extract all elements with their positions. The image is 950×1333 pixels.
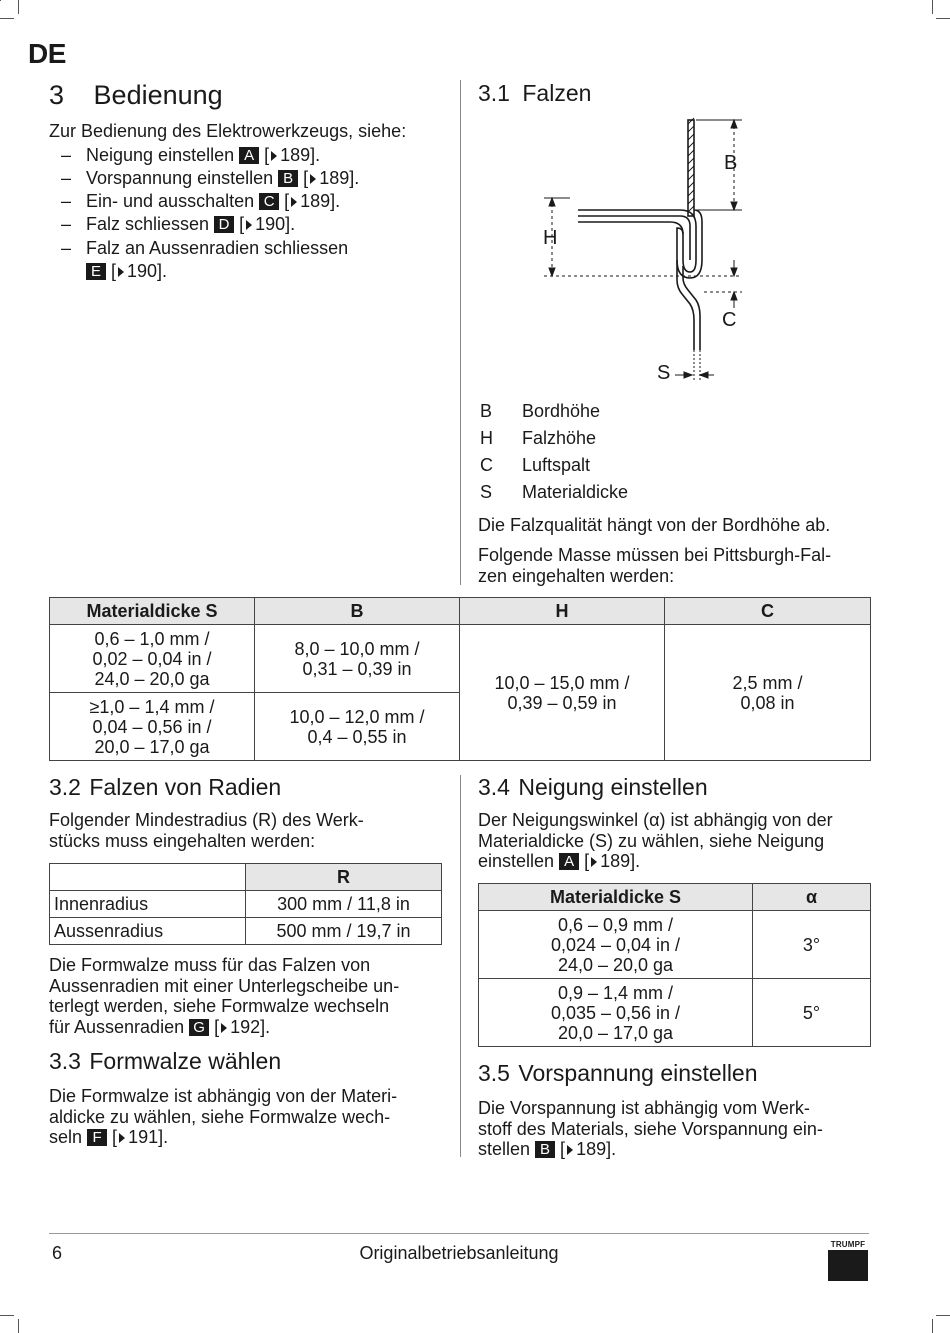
language-code: DE [28, 38, 66, 69]
table-cell: 500 mm / 19,7 in [246, 918, 442, 945]
paragraph: Folgende Masse müssen bei Pittsburgh-Fal- zen eingehalten werden: [478, 545, 832, 586]
section-3-3 [49, 1048, 449, 1148]
section-3-1 [478, 80, 878, 107]
arrow-right-icon [118, 267, 124, 277]
column-header [50, 864, 246, 891]
crop-mark [936, 1315, 950, 1316]
section-number: 3.1 [478, 80, 510, 106]
chapter-badge[interactable]: E [86, 263, 106, 280]
chapter-badge[interactable]: C [259, 193, 279, 210]
section-3 [49, 80, 449, 283]
arrow-right-icon [221, 1023, 227, 1033]
section-3-5 [478, 1060, 878, 1160]
section-title: Formwalze wählen [89, 1048, 282, 1074]
paragraph: Folgender Mindestradius (R) des Werk- stücks muss eingehalten werden: [49, 810, 364, 851]
legend-row: B Bordhöhe [480, 401, 601, 421]
chapter-badge[interactable]: A [559, 853, 579, 870]
column-header: R [246, 864, 442, 891]
paragraph: Die Formwalze ist abhängig von der Materi- aldicke zu wählen, siehe Formwalze wech- seln F [ 191]. [49, 1086, 398, 1147]
crop-mark [0, 1315, 14, 1316]
legend-row: S Materialdicke [480, 482, 629, 502]
brand-name: TRUMPF [830, 1240, 866, 1249]
section-number: 3 [49, 80, 65, 110]
table-cell: 300 mm / 11,8 in [246, 891, 442, 918]
section-number: 3.2 [49, 774, 81, 800]
page-ref[interactable]: 190]. [255, 214, 296, 235]
arrow-right-icon [271, 151, 277, 161]
arrow-right-icon [119, 1133, 125, 1143]
list-item: – Vorspannung einstellen B [ 189]. [49, 167, 449, 190]
page-ref[interactable]: 189]. [300, 191, 341, 212]
table-cell: 0,9 – 1,4 mm / 0,035 – 0,56 in / 20,0 – 17,0 ga [479, 979, 753, 1047]
table-cell: 0,6 – 1,0 mm / 0,02 – 0,04 in / 24,0 – 20,0 ga [50, 625, 255, 693]
arrow-right-icon [291, 197, 297, 207]
page-ref[interactable]: 189]. [280, 144, 321, 165]
table-row [479, 911, 871, 979]
paragraph: Die Vorspannung ist abhängig vom Werk- stoff des Materials, siehe Vorspannung ein- stellen B [ 189]. [478, 1098, 823, 1159]
section-heading [478, 1060, 878, 1087]
diagram-label-b: B [724, 152, 738, 174]
table-row [50, 891, 442, 918]
chapter-badge[interactable]: B [278, 170, 298, 187]
section-title: Falzen [522, 80, 592, 106]
paragraph: Der Neigungswinkel (α) ist abhängig von der Materialdicke (S) zu wählen, siehe Neigung einstellen A [ 189]. [478, 810, 833, 871]
section-heading [478, 80, 878, 107]
column-header: α [753, 884, 871, 911]
page-ref[interactable]: 189]. [576, 1139, 617, 1159]
table-cell: 2,5 mm / 0,08 in [665, 625, 871, 761]
crop-mark [0, 18, 14, 19]
column-header: Materialdicke S [479, 884, 753, 911]
table-cell: 0,6 – 0,9 mm / 0,024 – 0,04 in / 24,0 – 20,0 ga [479, 911, 753, 979]
column-header: B [255, 598, 460, 625]
radius-table [49, 863, 442, 945]
column-divider [460, 775, 461, 1157]
page-number: 6 [52, 1243, 63, 1263]
chapter-badge[interactable]: B [535, 1141, 555, 1158]
table-cell: 8,0 – 10,0 mm / 0,31 – 0,39 in [255, 625, 460, 693]
crop-mark [932, 1319, 933, 1333]
table-row [479, 979, 871, 1047]
section-heading [49, 774, 449, 801]
diagram-legend [480, 398, 628, 506]
list-item: – Falz schliessen D [ 190]. [49, 213, 449, 236]
column-header: Materialdicke S [50, 598, 255, 625]
crop-mark [0, 0, 1, 1]
section-3-4 [478, 774, 878, 872]
table-cell: 3° [753, 911, 871, 979]
arrow-right-icon [310, 174, 316, 184]
list-item: – Falz an Aussenradien schliessen E [ 190]. [49, 237, 449, 284]
page-ref[interactable]: 189]. [600, 851, 641, 871]
diagram-label-h: H [543, 227, 558, 249]
chapter-badge[interactable]: A [239, 147, 259, 164]
arrow-right-icon [591, 857, 597, 867]
paragraph: Die Falzqualität hängt von der Bordhöhe ab. [478, 515, 831, 535]
section-title: Neigung einstellen [518, 774, 708, 800]
table-cell: 10,0 – 12,0 mm / 0,4 – 0,55 in [255, 693, 460, 761]
section-title: Vorspannung einstellen [518, 1060, 758, 1086]
paragraph: Die Formwalze muss für das Falzen von Aussenradien mit einer Unterlegscheibe un- terlegt werden, siehe Formwalze wechseln für Aussenradien G [ 192]. [49, 955, 400, 1037]
legend-row: C Luftspalt [480, 455, 591, 475]
angle-table [478, 883, 871, 1047]
table-header-row [50, 864, 442, 891]
crop-mark [18, 0, 19, 14]
page-ref[interactable]: 190]. [127, 260, 168, 281]
section-heading [478, 774, 878, 801]
section-3-2 [49, 774, 449, 851]
brand-block [828, 1250, 868, 1281]
legend-row: H Falzhöhe [480, 428, 597, 448]
table-header-row [479, 884, 871, 911]
diagram-label-s: S [657, 362, 671, 384]
table-cell: ≥1,0 – 1,4 mm / 0,04 – 0,56 in / 20,0 – 17,0 ga [50, 693, 255, 761]
list-item: – Ein- und ausschalten C [ 189]. [49, 190, 449, 213]
table-cell: Aussenradius [50, 918, 246, 945]
crop-mark [932, 0, 933, 14]
column-header: C [665, 598, 871, 625]
page-ref[interactable]: 192]. [230, 1016, 271, 1037]
table-row [50, 625, 871, 693]
arrow-right-icon [567, 1145, 573, 1155]
seam-dimensions-table [49, 597, 871, 761]
section-title: Bedienung [93, 80, 223, 110]
table-cell: 10,0 – 15,0 mm / 0,39 – 0,59 in [460, 625, 665, 761]
brand-logo [828, 1240, 868, 1281]
crop-mark [18, 1319, 19, 1333]
chapter-badge[interactable]: F [87, 1129, 107, 1146]
section-heading [49, 1048, 449, 1075]
crop-mark [936, 18, 950, 19]
table-row [50, 918, 442, 945]
diagram-label-c: C [722, 309, 737, 331]
section-title: Falzen von Radien [89, 774, 282, 800]
table-cell: Innenradius [50, 891, 246, 918]
table-cell: 5° [753, 979, 871, 1047]
column-header: H [460, 598, 665, 625]
section-number: 3.4 [478, 774, 510, 800]
section-number: 3.3 [49, 1048, 81, 1074]
footer-title: Originalbetriebsanleitung [359, 1243, 559, 1263]
operation-list [49, 144, 449, 284]
intro-text: Zur Bedienung des Elektrowerkzeugs, siehe: [49, 121, 407, 141]
chapter-badge[interactable]: G [189, 1019, 209, 1036]
section-number: 3.5 [478, 1060, 510, 1086]
column-divider [460, 80, 461, 585]
chapter-badge[interactable]: D [214, 216, 234, 233]
table-header-row [50, 598, 871, 625]
footer-divider [49, 1233, 869, 1234]
page-ref[interactable]: 191]. [128, 1127, 169, 1147]
list-item: – Neigung einstellen A [ 189]. [49, 144, 449, 167]
page-ref[interactable]: 189]. [319, 167, 360, 188]
section-heading [49, 80, 449, 111]
arrow-right-icon [246, 220, 252, 230]
